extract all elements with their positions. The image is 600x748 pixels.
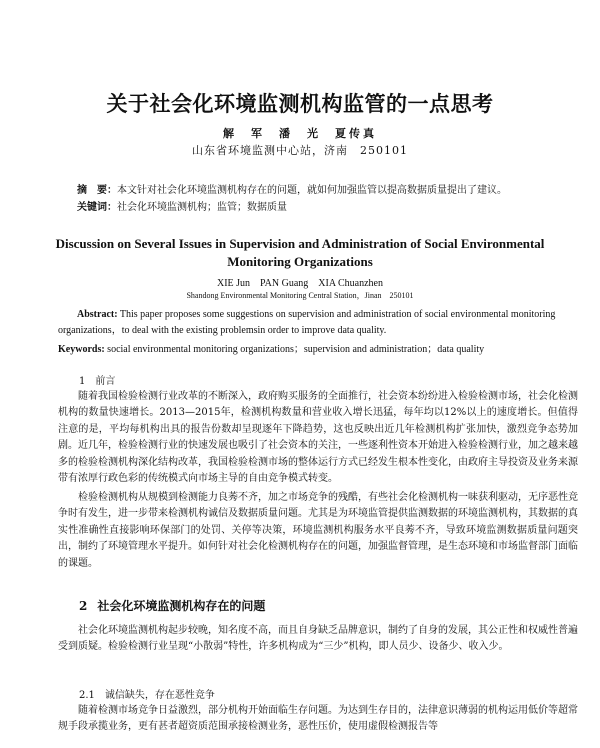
english-keywords <box>58 342 578 358</box>
chinese-abstract-label: 摘 要： <box>77 185 117 196</box>
section-2-1-heading <box>79 686 215 701</box>
chinese-keywords-text: 社会化环境监测机构；监管；数据质量 <box>117 202 287 213</box>
chinese-authors: 解 军 潘 光 夏传真 <box>223 127 377 140</box>
chinese-affiliation: 山东省环境监测中心站，济南 250101 <box>192 144 408 157</box>
section-1-number: 1 <box>79 376 86 387</box>
english-keywords-label: Keywords: <box>58 344 105 355</box>
english-title: Discussion on Several Issues in Supervision and Administration of Social Environmental Monitoring Organizations <box>55 236 545 269</box>
english-abstract-label: Abstract: <box>77 309 118 320</box>
section-2-number: 2 <box>79 599 88 613</box>
chinese-keywords <box>77 200 577 216</box>
english-authors: XIE Jun PAN Guang XIA Chuanzhen <box>216 278 383 289</box>
intro-paragraph-1: 随着我国检验检测行业改革的不断深入，政府购买服务的全面推行，社会资本纷纷进入检验检测市场，社会化检测机构的数量快速增长。2013—2015年，检测机构数量和营业收入增长迅猛，每年均以12%以上的速度增长。但值得注意的是，平均每机构出具的报告份数却呈现逐年下降趋势，这也反映出近几年检测机构扩张加快，激烈竞争态势加剧。近几年，检验检测行业的快速发展也吸引了社会资本的关注，一些逐利性资本开始进入检验检测行业，加之越来越多的检验检测机构深化结构改革，我国检验检测市场的整体运行方式已经发生根本性变化，由政府主导投资及业务来源带有浓厚行政色彩的传统模式向市场主导的自由竞争模式转变。 <box>58 391 578 485</box>
intro-paragraph-2: 检验检测机构从规模到检测能力良莠不齐，加之市场竞争的残酷，有些社会化检测机构一味获利驱动，无序恶性竞争时有发生，进一步带来检测机构诚信及数据质量问题。尤其是为环境监管提供监测数据的环境监测机构，其数据的真实性准确性直接影响环保部门的处罚、关停等决策，环境监测机构服务水平良莠不齐，导致环境监测数据质量问题突出，制约了环境管理水平提升。如何针对社会化检测机构存在的问题，加强监督管理，是生态环境和市场监督部门面临的课题。 <box>58 492 578 569</box>
english-abstract-text: This paper proposes some suggestions on supervision and administration of social environmental monitoring organizations，to deal with the existing problemsin order to improve data quality. <box>58 309 556 336</box>
section-2-1-number: 2.1 <box>79 690 95 701</box>
english-affiliation: Shandong Environmental Monitoring Central Station，Jinan 250101 <box>186 291 414 300</box>
english-abstract <box>58 307 578 339</box>
chinese-keywords-label: 关键词： <box>77 202 117 213</box>
section-2-1-paragraph: 随着检测市场竞争日益激烈，部分机构开始面临生存问题。为达到生存目的，法律意识薄弱的机构运用低价等超常规手段承揽业务，更有甚者超资质范围承接检测业务，恶性压价，使用虚假检测报告等 <box>58 705 578 733</box>
section-1-heading <box>79 372 115 387</box>
section-1-title: 前言 <box>95 376 116 387</box>
chinese-abstract-text: 本文针对社会化环境监测机构存在的问题，就如何加强监管以提高数据质量提出了建议。 <box>117 185 507 196</box>
section-2-paragraph: 社会化环境监测机构起步较晚，知名度不高，而且自身缺乏品牌意识，制约了自身的发展，其公正性和权威性普遍受到质疑。检验检测行业呈现“小散弱”特性，许多机构成为“三少”机构，即人员少、设备少、收入少。 <box>58 625 578 653</box>
chinese-abstract <box>77 183 577 199</box>
english-keywords-text: social environmental monitoring organizations；supervision and administration；data quality <box>107 344 485 355</box>
chinese-title: 关于社会化环境监测机构监管的一点思考 <box>106 91 494 116</box>
section-2-heading <box>79 597 265 614</box>
section-2-title: 社会化环境监测机构存在的问题 <box>97 599 266 613</box>
section-2-1-title: 诚信缺失，存在恶性竞争 <box>104 690 215 701</box>
